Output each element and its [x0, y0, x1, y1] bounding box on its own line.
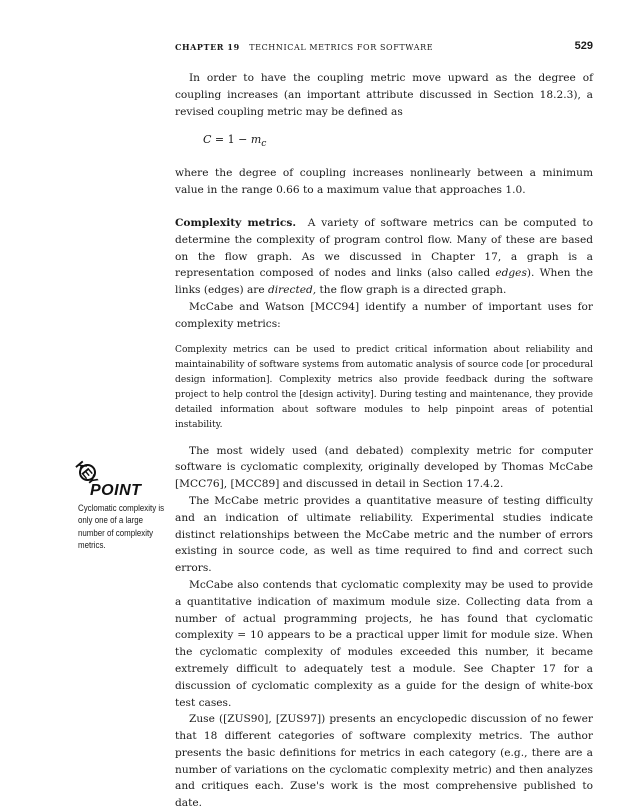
key-point-point-text: POINT: [90, 482, 142, 499]
equation-rhs: m: [250, 133, 262, 147]
block-quote: Complexity metrics can be used to predict critical information about reliability and maintainability of software systems from automatic analysis of source code [or procedural design information]. Complexity metrics also provide feedback during the software project to help control the [design activity]. During testing and maintenance, they provide detailed information about software modules to help pinpoint areas of potential instability.: [175, 344, 593, 430]
key-point-badge: [72, 458, 168, 499]
equation-subscript: c: [261, 138, 267, 150]
equation-operator: = 1 −: [211, 133, 251, 147]
paragraph: where the degree of coupling increases nonlinearly between a minimum value in the range 0.66 to a maximum value that approaches 1.0.: [175, 167, 593, 197]
chapter-label: CHAPTER 19: [175, 42, 240, 52]
margin-sidebar: [72, 458, 168, 552]
margin-note: Cyclomatic complexity is only one of a large number of complexity metrics.: [78, 503, 165, 551]
equation-lhs: C: [203, 133, 212, 147]
paragraph: The McCabe metric provides a quantitative measure of testing difficulty and an indication of ultimate reliability. Experimental studies indicate distinct relationships between the McCabe metric and the number of errors existing in source code, as well as time required to find and correct such errors.: [175, 494, 593, 575]
page-number: 529: [574, 40, 593, 52]
coupling-equation: [203, 132, 593, 153]
page-body: [175, 70, 593, 812]
chapter-title: TECHNICAL METRICS FOR SOFTWARE: [249, 43, 434, 52]
section-heading: Complexity metrics.: [175, 216, 297, 229]
key-point-key-text: KEY: [72, 458, 102, 489]
paragraph: The most widely used (and debated) complexity metric for computer software is cyclomatic complexity, originally developed by Thomas McCabe [MCC76], [MCC89] and discussed in detail in Section 17.4.2.: [175, 444, 593, 491]
paragraph: McCabe and Watson [MCC94] identify a number of important uses for complexity metrics:: [175, 300, 593, 330]
paragraph: McCabe also contends that cyclomatic complexity may be used to provide a quantitative indication of maximum module size. Collecting data from a number of actual programming projects, he has found that cyclomatic complexity = 10 appears to be a practical upper limit for module size. When the cyclomatic complexity of modules exceeded this number, it became extremely difficult to adequately test a module. See Chapter 17 for a discussion of cyclomatic complexity as a guide for the design of white-box test cases.: [175, 578, 593, 709]
complexity-paragraph: Complexity metrics. A variety of software metrics can be computed to determine the complexity of program control flow. Many of these are based on the flow graph. As we discussed in Chapter 17, a graph is a representation composed of nodes and links (also called edges). When the links (edges) are directed, the flow graph is a directed graph.: [175, 216, 594, 297]
paragraph: Zuse ([ZUS90], [ZUS97]) presents an encyclopedic discussion of no fewer that 18 different categories of software complexity metrics. The author presents the basic definitions for metrics in each category (e.g., there are a number of variations on the cyclomatic complexity metric) and then analyzes and critiques each. Zuse's work is the most comprehensive published to date.: [175, 713, 593, 810]
paragraph: In order to have the coupling metric move upward as the degree of coupling increases (an important attribute discussed in Section 18.2.3), a revised coupling metric may be defined as: [175, 72, 593, 118]
running-header: [175, 40, 593, 54]
chapter-heading: [175, 42, 433, 52]
